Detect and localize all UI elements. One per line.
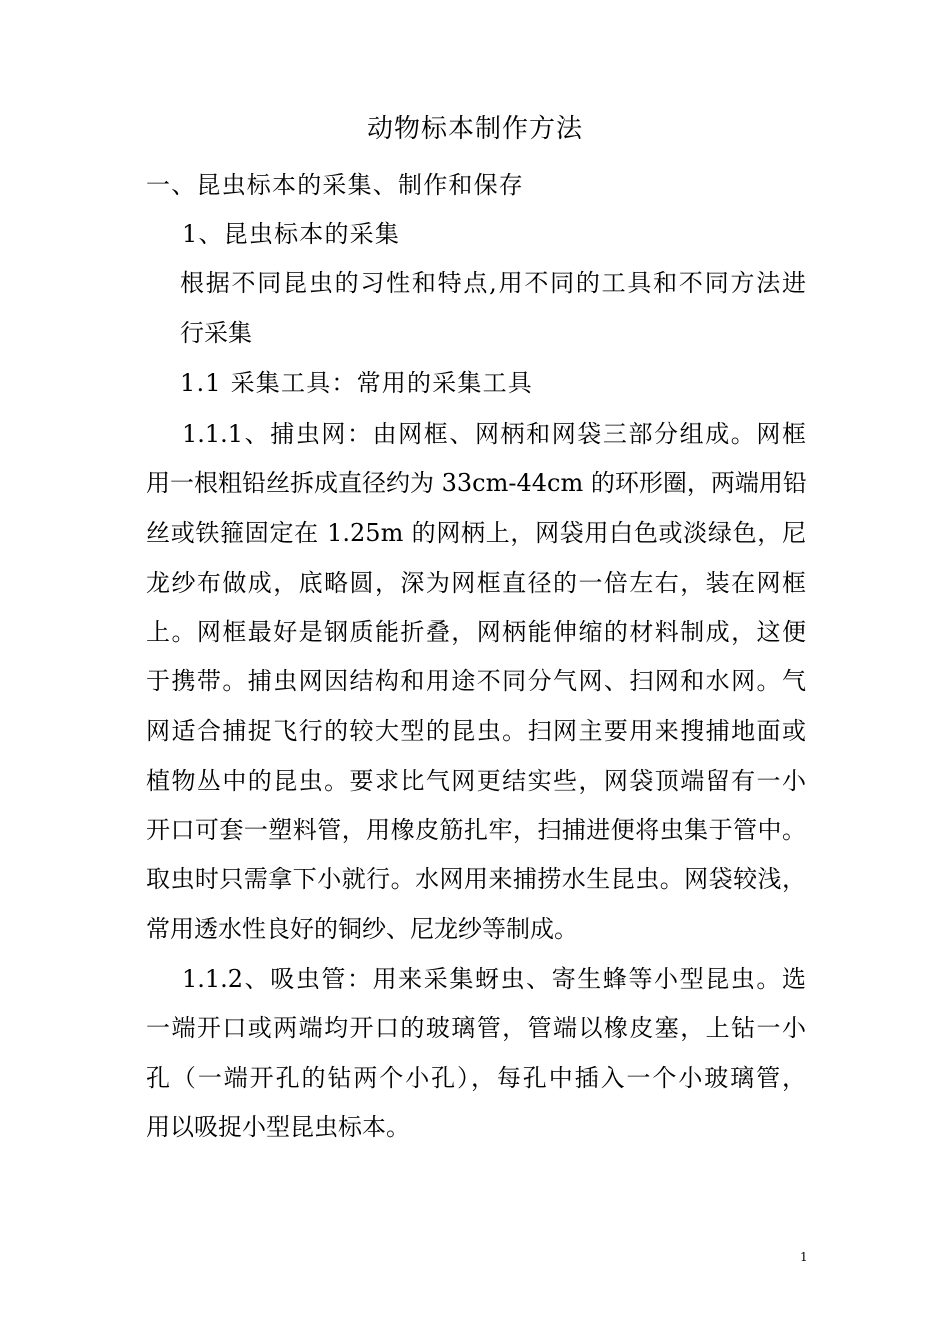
paragraph-line: 开口可套一塑料管，用橡皮筋扎牢，扫捕进便将虫集于管中。 (146, 816, 806, 844)
paragraph-line: 1.1.1、捕虫网：由网框、网柄和网袋三部分组成。网框 (182, 420, 806, 448)
paragraph-line: 上。网框最好是钢质能折叠，网柄能伸缩的材料制成，这便 (146, 618, 806, 646)
paragraph-line: 行采集 (180, 319, 252, 347)
paragraph-line: 一端开口或两端均开口的玻璃管，管端以橡皮塞，上钻一小 (146, 1014, 806, 1042)
paragraph-line: 植物丛中的昆虫。要求比气网更结实些，网袋顶端留有一小 (146, 767, 806, 795)
paragraph-line: 用一根粗铅丝拆成直径约为 33cm-44cm 的环形圈，两端用铅 (146, 469, 807, 497)
paragraph-line: 常用透水性良好的铜纱、尼龙纱等制成。 (146, 915, 578, 943)
section-heading-2: 1、昆虫标本的采集 (182, 220, 401, 248)
paragraph-line: 取虫时只需拿下小就行。水网用来捕捞水生昆虫。网袋较浅， (146, 865, 806, 893)
paragraph-line: 孔（一端开孔的钻两个小孔），每孔中插入一个小玻璃管， (146, 1064, 806, 1092)
paragraph-line: 1.1.2、吸虫管：用来采集蚜虫、寄生蜂等小型昆虫。选 (182, 965, 806, 993)
paragraph-line: 丝或铁箍固定在 1.25m 的网柄上，网袋用白色或淡绿色，尼 (146, 519, 806, 547)
paragraph-line: 于携带。捕虫网因结构和用途不同分气网、扫网和水网。气 (146, 667, 806, 695)
paragraph-line: 网适合捕捉飞行的较大型的昆虫。扫网主要用来搜捕地面或 (146, 717, 806, 745)
document-title: 动物标本制作方法 (366, 114, 583, 144)
page-number: 1 (800, 1250, 808, 1264)
section-heading-3: 1.1 采集工具：常用的采集工具 (180, 369, 533, 397)
paragraph-line: 用以吸捉小型昆虫标本。 (146, 1113, 410, 1141)
paragraph-line: 龙纱布做成，底略圆，深为网框直径的一倍左右，装在网框 (146, 569, 806, 597)
paragraph-line: 根据不同昆虫的习性和特点,用不同的工具和不同方法进 (180, 269, 806, 297)
section-heading-1: 一、昆虫标本的采集、制作和保存 (146, 171, 524, 199)
